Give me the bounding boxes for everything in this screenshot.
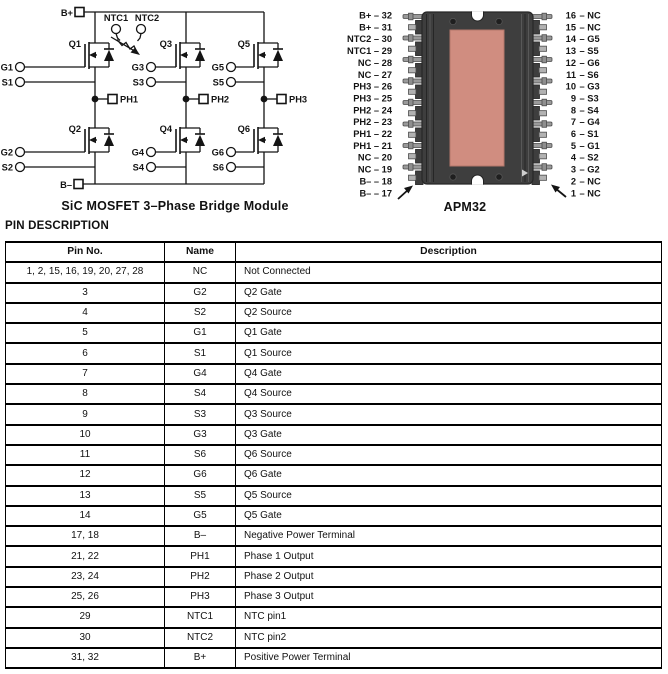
cell-description: NTC pin1 xyxy=(236,607,662,627)
cell-pin-no: 31, 32 xyxy=(6,648,165,668)
svg-text:B–: B– xyxy=(60,180,72,190)
cell-pin-no: 21, 22 xyxy=(6,546,165,566)
cell-name: S3 xyxy=(165,404,236,424)
svg-text:Q4: Q4 xyxy=(159,124,172,134)
circuit-panel xyxy=(0,0,334,216)
cell-pin-no: 17, 18 xyxy=(6,526,165,546)
right-pin-label: – S4 xyxy=(579,105,599,116)
right-pin-number: 10 xyxy=(565,81,576,92)
cell-description: Positive Power Terminal xyxy=(236,648,662,668)
table-row xyxy=(6,506,662,526)
right-pin-label: – G4 xyxy=(579,117,600,128)
right-pin-label: – NC xyxy=(579,22,601,33)
table-row xyxy=(6,546,662,566)
svg-text:S1: S1 xyxy=(1,77,13,88)
screw-hole xyxy=(496,18,502,24)
right-pin-label: – NC xyxy=(579,176,601,187)
cell-name: NTC2 xyxy=(165,628,236,648)
right-pin-number: 1 xyxy=(570,188,576,199)
cell-pin-no: 6 xyxy=(6,343,165,363)
pin-description-title: PIN DESCRIPTION xyxy=(5,220,109,232)
table-row xyxy=(6,283,662,303)
table-row xyxy=(6,648,662,668)
cell-name: PH1 xyxy=(165,546,236,566)
cell-pin-no: 1, 2, 15, 16, 19, 20, 27, 28 xyxy=(6,262,165,282)
right-pin-label: – G1 xyxy=(579,140,600,151)
right-pin-label: – NC xyxy=(579,188,601,199)
svg-text:PH1: PH1 xyxy=(120,94,139,105)
package-caption: APM32 xyxy=(443,200,487,214)
screw-hole xyxy=(450,18,456,24)
cell-description: Q6 Gate xyxy=(236,465,662,485)
svg-text:G4: G4 xyxy=(131,147,144,158)
cell-name: G2 xyxy=(165,283,236,303)
svg-text:G1: G1 xyxy=(0,62,13,73)
cell-description: Phase 3 Output xyxy=(236,587,662,607)
package-drawing xyxy=(334,0,668,216)
cell-description: Negative Power Terminal xyxy=(236,526,662,546)
right-pin-number: 7 xyxy=(570,117,576,128)
mosfet-q5 xyxy=(212,39,283,88)
cell-name: G3 xyxy=(165,425,236,445)
right-pin-label: – G5 xyxy=(579,34,600,45)
left-pin-label: B– – 18 xyxy=(359,176,392,187)
cell-name: NTC1 xyxy=(165,607,236,627)
right-pin-label: – NC xyxy=(579,10,601,21)
table-row xyxy=(6,607,662,627)
right-pin-label: – G2 xyxy=(579,164,600,175)
table-row xyxy=(6,628,662,648)
table-row xyxy=(6,587,662,607)
mosfet-q2 xyxy=(1,124,114,173)
table-row xyxy=(6,384,662,404)
cell-name: S4 xyxy=(165,384,236,404)
right-pin-label: – G6 xyxy=(579,57,600,68)
svg-text:S3: S3 xyxy=(132,77,144,88)
right-pin-number: 14 xyxy=(565,34,576,45)
svg-text:B+: B+ xyxy=(60,8,73,18)
cell-name: B– xyxy=(165,526,236,546)
cell-description: Q4 Source xyxy=(236,384,662,404)
cell-pin-no: 9 xyxy=(6,404,165,424)
cell-description: Q2 Gate xyxy=(236,283,662,303)
left-pin-label: NC – 27 xyxy=(357,69,392,80)
svg-text:NTC1: NTC1 xyxy=(103,13,129,23)
cell-description: Q1 Gate xyxy=(236,323,662,343)
svg-text:G2: G2 xyxy=(0,147,13,158)
right-pin-label: – S5 xyxy=(579,46,599,57)
right-pin-label: – S6 xyxy=(579,69,599,80)
left-pin-label: NTC2 – 30 xyxy=(347,34,392,45)
cell-description: Phase 1 Output xyxy=(236,546,662,566)
cell-pin-no: 25, 26 xyxy=(6,587,165,607)
table-row xyxy=(6,262,662,282)
cell-name: PH2 xyxy=(165,567,236,587)
cell-pin-no: 29 xyxy=(6,607,165,627)
cell-pin-no: 8 xyxy=(6,384,165,404)
right-pin-number: 6 xyxy=(570,129,576,139)
right-pin-number: 11 xyxy=(566,69,576,80)
b-plus-terminal xyxy=(75,8,84,17)
right-pin-label: – S1 xyxy=(579,129,599,139)
cell-name: B+ xyxy=(165,648,236,668)
cell-name: G4 xyxy=(165,364,236,384)
left-pin-label: B+ – 31 xyxy=(359,22,392,33)
table-row xyxy=(6,303,662,323)
cell-description: Q3 Gate xyxy=(236,425,662,445)
mosfet-q1 xyxy=(1,39,114,88)
left-pin-label: NC – 19 xyxy=(357,164,392,175)
cell-pin-no: 11 xyxy=(6,445,165,465)
cell-description: Q3 Source xyxy=(236,404,662,424)
svg-text:G3: G3 xyxy=(131,62,144,73)
cell-pin-no: 23, 24 xyxy=(6,567,165,587)
svg-text:PH2: PH2 xyxy=(211,94,230,105)
svg-text:G6: G6 xyxy=(211,147,224,158)
left-pin-label: NTC1 – 29 xyxy=(347,46,392,57)
svg-text:S2: S2 xyxy=(1,162,13,173)
col-header-name: Name xyxy=(165,242,236,262)
mosfet-q6 xyxy=(212,124,283,173)
table-row xyxy=(6,486,662,506)
right-pin-label: – S3 xyxy=(579,93,599,104)
table-row xyxy=(6,526,662,546)
table-row xyxy=(6,323,662,343)
cell-name: G6 xyxy=(165,465,236,485)
cell-name: S1 xyxy=(165,343,236,363)
left-pin-label: NC – 28 xyxy=(357,57,392,68)
cell-name: S2 xyxy=(165,303,236,323)
left-pin-label: NC – 20 xyxy=(357,152,392,163)
table-row xyxy=(6,364,662,384)
right-pin-number: 3 xyxy=(570,164,576,175)
pin-table-header xyxy=(6,242,662,262)
cell-name: G5 xyxy=(165,506,236,526)
cell-name: S6 xyxy=(165,445,236,465)
screw-hole xyxy=(496,174,502,180)
svg-text:Q5: Q5 xyxy=(237,39,250,49)
top-notch xyxy=(472,11,484,21)
svg-text:Q1: Q1 xyxy=(68,39,81,49)
cell-description: Q2 Source xyxy=(236,303,662,323)
cell-name: S5 xyxy=(165,486,236,506)
right-pin-number: 16 xyxy=(565,10,576,21)
right-pin-label: – G3 xyxy=(579,81,600,92)
cell-name: PH3 xyxy=(165,587,236,607)
col-header-description: Description xyxy=(236,242,662,262)
cell-pin-no: 12 xyxy=(6,465,165,485)
cell-pin-no: 30 xyxy=(6,628,165,648)
svg-text:S5: S5 xyxy=(212,77,224,88)
table-row xyxy=(6,343,662,363)
left-pin-label: PH2 – 24 xyxy=(353,105,392,116)
cell-description: NTC pin2 xyxy=(236,628,662,648)
cell-pin-no: 14 xyxy=(6,506,165,526)
svg-text:S4: S4 xyxy=(132,162,144,173)
right-pin-number: 2 xyxy=(570,176,576,187)
cell-description: Q5 Source xyxy=(236,486,662,506)
cell-pin-no: 10 xyxy=(6,425,165,445)
cell-pin-no: 3 xyxy=(6,283,165,303)
right-pin-number: 13 xyxy=(565,46,576,57)
table-row xyxy=(6,425,662,445)
mosfet-q4 xyxy=(132,124,205,173)
cell-pin-no: 4 xyxy=(6,303,165,323)
screw-hole xyxy=(450,174,456,180)
svg-text:Q3: Q3 xyxy=(159,39,172,49)
b-minus-terminal xyxy=(74,180,83,189)
left-pin-label: PH2 – 23 xyxy=(353,117,392,128)
left-pin-label: PH3 – 26 xyxy=(353,81,392,92)
left-pin-label: PH1 – 22 xyxy=(353,129,392,139)
bottom-notch xyxy=(472,175,484,185)
bridge-leg-2 xyxy=(132,12,230,184)
cell-pin-no: 7 xyxy=(6,364,165,384)
schematic-caption: SiC MOSFET 3–Phase Bridge Module xyxy=(61,199,289,213)
left-pin-label: B+ – 32 xyxy=(359,10,392,21)
cell-description: Q5 Gate xyxy=(236,506,662,526)
svg-text:S6: S6 xyxy=(212,162,224,173)
svg-text:G5: G5 xyxy=(211,62,224,73)
pin-table xyxy=(5,241,662,669)
svg-text:PH3: PH3 xyxy=(289,94,308,105)
figures-row xyxy=(0,0,668,216)
thermal-pad xyxy=(450,30,504,166)
mosfet-q3 xyxy=(132,39,205,88)
table-row xyxy=(6,445,662,465)
cell-description: Not Connected xyxy=(236,262,662,282)
package-panel xyxy=(334,0,668,216)
right-pin-number: 12 xyxy=(565,57,576,68)
table-row xyxy=(6,465,662,485)
right-pin-number: 8 xyxy=(570,105,576,116)
table-row xyxy=(6,567,662,587)
cell-description: Q6 Source xyxy=(236,445,662,465)
cell-description: Q1 Source xyxy=(236,343,662,363)
cell-description: Q4 Gate xyxy=(236,364,662,384)
col-header-pin-no: Pin No. xyxy=(6,242,165,262)
left-pin-label: B– – 17 xyxy=(359,188,392,199)
svg-text:Q2: Q2 xyxy=(68,124,81,134)
pin-table-body xyxy=(6,262,662,668)
right-pin-number: 4 xyxy=(570,152,576,163)
svg-text:Q6: Q6 xyxy=(237,124,250,134)
cell-description: Phase 2 Output xyxy=(236,567,662,587)
svg-text:NTC2: NTC2 xyxy=(134,13,160,23)
left-pin-label: PH1 – 21 xyxy=(353,140,392,151)
right-pin-number: 15 xyxy=(565,22,576,33)
table-row xyxy=(6,404,662,424)
left-pin-label: PH3 – 25 xyxy=(353,93,392,104)
right-pin-number: 5 xyxy=(570,140,576,151)
right-pin-number: 9 xyxy=(570,93,576,104)
bridge-schematic xyxy=(0,0,334,216)
right-pin-label: – S2 xyxy=(579,152,599,163)
package-graphic xyxy=(403,11,552,184)
cell-pin-no: 13 xyxy=(6,486,165,506)
cell-pin-no: 5 xyxy=(6,323,165,343)
cell-name: NC xyxy=(165,262,236,282)
cell-name: G1 xyxy=(165,323,236,343)
